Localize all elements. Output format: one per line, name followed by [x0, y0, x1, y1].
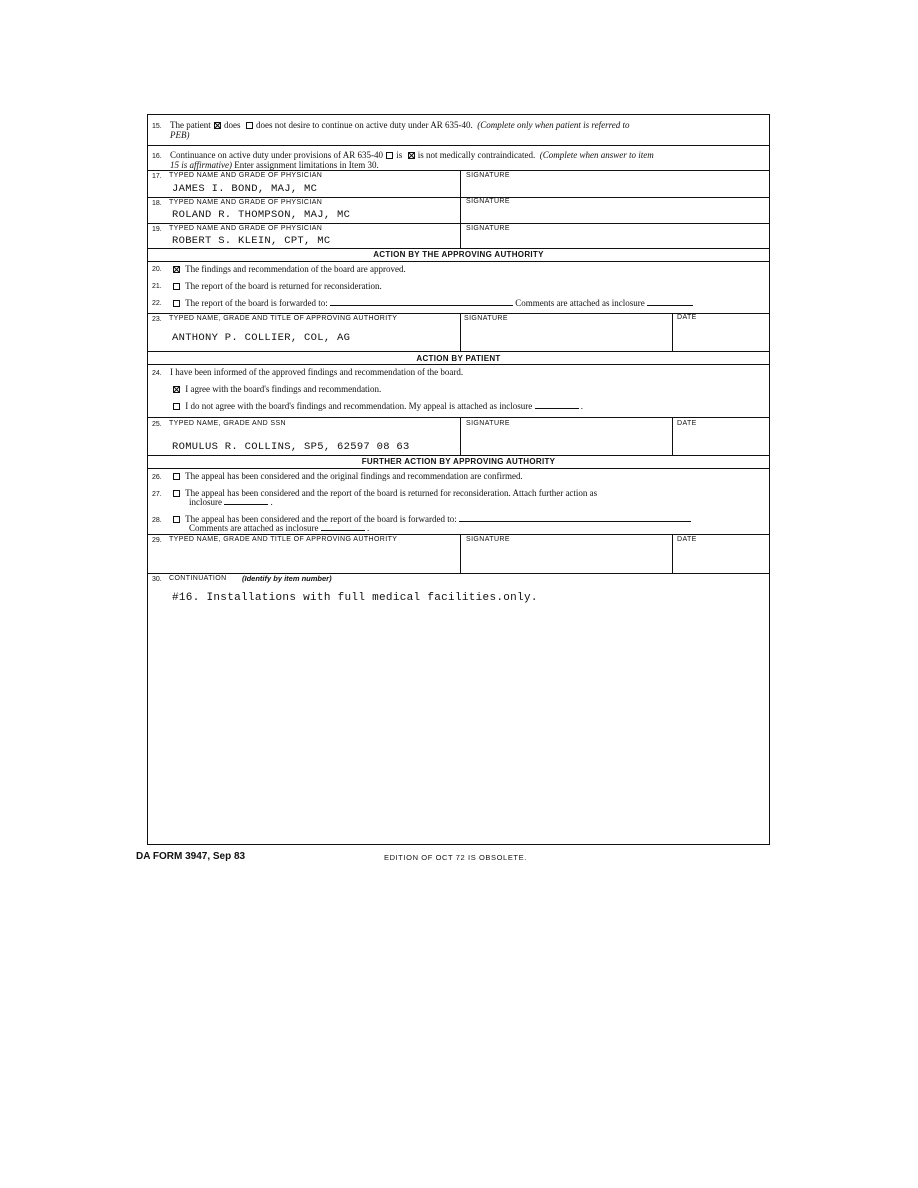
item-number: 23. — [152, 316, 162, 323]
item21-text: The report of the board is returned for reconsideration. — [185, 281, 382, 291]
divider — [148, 145, 769, 146]
item-number: 24. — [152, 370, 162, 377]
divider — [148, 170, 769, 171]
physician-name-field[interactable]: ROLAND R. THOMPSON, MAJ, MC — [172, 209, 351, 221]
item-number: 19. — [152, 226, 162, 233]
item20-text: The findings and recommendation of the board are approved. — [185, 264, 406, 274]
continuation-caption: CONTINUATION — [169, 575, 227, 582]
signature-caption: SIGNATURE — [466, 420, 510, 427]
divider — [148, 313, 769, 314]
divider — [148, 455, 769, 456]
checkbox-appeal-returned[interactable] — [173, 490, 180, 497]
physician-name-field[interactable]: ROBERT S. KLEIN, CPT, MC — [172, 235, 331, 247]
item24-disagree-line: I do not agree with the board's findings and recommendation. My appeal is attached as inclosure . — [172, 401, 583, 411]
column-divider — [460, 417, 461, 455]
item-number: 15. — [152, 123, 162, 130]
patient-name-field[interactable]: ROMULUS R. COLLINS, SP5, 62597 08 63 — [172, 441, 410, 453]
item27-inclosure-field[interactable] — [224, 497, 268, 505]
inclosure-field[interactable] — [647, 298, 693, 306]
section-heading-further: FURTHER ACTION BY APPROVING AUTHORITY — [361, 457, 556, 466]
item22-comments: Comments are attached as inclosure — [515, 298, 645, 308]
item24-disagree-text: I do not agree with the board's findings and recommendation. My appeal is attached as inclosure — [185, 401, 533, 411]
item-number: 20. — [152, 266, 162, 273]
signature-caption: SIGNATURE — [466, 225, 510, 232]
item16-limitations: Enter assignment limitations in Item 30. — [234, 160, 379, 170]
divider — [148, 351, 769, 352]
column-divider — [672, 313, 673, 351]
item-number: 25. — [152, 421, 162, 428]
item27-inclosure-label: inclosure — [189, 497, 222, 507]
item16-line — [170, 150, 654, 160]
item28-comments-label: Comments are attached as inclosure — [189, 523, 319, 533]
checkbox-returned[interactable] — [173, 283, 180, 290]
checkbox-disagree[interactable] — [173, 403, 180, 410]
section-heading-patient: ACTION BY PATIENT — [416, 354, 501, 363]
item-number: 30. — [152, 576, 162, 583]
physician-name-field[interactable]: JAMES I. BOND, MAJ, MC — [172, 183, 318, 195]
patient-name-caption: TYPED NAME, GRADE AND SSN — [169, 420, 286, 427]
divider — [148, 248, 769, 249]
item16-not-label: is not medically contraindicated. — [417, 150, 536, 160]
item20-line — [172, 264, 406, 274]
column-divider — [460, 170, 461, 248]
date-caption: DATE — [677, 420, 697, 427]
checkbox-findings-approved[interactable] — [173, 266, 180, 273]
checkbox-does-not[interactable] — [246, 122, 253, 129]
item15-note: (Complete only when patient is referred to — [477, 120, 630, 130]
divider — [148, 261, 769, 262]
section-heading-approving: ACTION BY THE APPROVING AUTHORITY — [373, 250, 544, 259]
item24-agree-line — [172, 384, 381, 394]
column-divider — [460, 313, 461, 351]
checkbox-is-not[interactable] — [408, 152, 415, 159]
checkbox-agree[interactable] — [173, 386, 180, 393]
item16-line2 — [170, 160, 379, 170]
checkbox-appeal-forwarded[interactable] — [173, 516, 180, 523]
item-number: 27. — [152, 491, 162, 498]
appeal-inclosure-field[interactable] — [535, 401, 579, 409]
authority-caption: TYPED NAME, GRADE AND TITLE OF APPROVING AUTHORITY — [169, 315, 398, 322]
edition-note: EDITION OF OCT 72 IS OBSOLETE. — [384, 853, 527, 862]
item-number: 26. — [152, 474, 162, 481]
authority-caption: TYPED NAME, GRADE AND TITLE OF APPROVING AUTHORITY — [169, 536, 398, 543]
item24-text: I have been informed of the approved findings and recommendation of the board. — [170, 367, 464, 377]
physician-name-caption: TYPED NAME AND GRADE OF PHYSICIAN — [169, 199, 323, 206]
forwarded-to-field[interactable] — [330, 298, 513, 306]
item15-does-label: does — [223, 120, 241, 130]
item15-note-cont: PEB) — [170, 130, 190, 140]
divider — [148, 417, 769, 418]
continuation-caption-note: (Identify by item number) — [242, 574, 332, 583]
item15-rest: does not desire to continue on active duty under AR 635-40. — [255, 120, 473, 130]
item28-line2: Comments are attached as inclosure . — [189, 523, 370, 533]
checkbox-appeal-confirmed[interactable] — [173, 473, 180, 480]
physician-name-caption: TYPED NAME AND GRADE OF PHYSICIAN — [169, 225, 323, 232]
da-form-3947 — [147, 114, 770, 845]
item28-forwarded-to-field[interactable] — [459, 514, 691, 522]
date-caption: DATE — [677, 314, 697, 321]
item16-prefix: Continuance on active duty under provisions of AR 635-40 — [170, 150, 383, 160]
item27-text: The appeal has been considered and the report of the board is returned for reconsideration. Attach further action as — [185, 488, 598, 498]
signature-caption: SIGNATURE — [466, 536, 510, 543]
column-divider — [672, 534, 673, 573]
checkbox-does[interactable] — [214, 122, 221, 129]
signature-caption: SIGNATURE — [466, 172, 510, 179]
checkbox-forwarded[interactable] — [173, 300, 180, 307]
item16-note-cont: 15 is affirmative) — [170, 160, 232, 170]
form-number: DA FORM 3947, Sep 83 — [136, 851, 246, 862]
date-caption: DATE — [677, 536, 697, 543]
column-divider — [460, 534, 461, 573]
signature-caption: SIGNATURE — [466, 198, 510, 205]
divider — [148, 534, 769, 535]
authority-name-field[interactable]: ANTHONY P. COLLIER, COL, AG — [172, 332, 351, 344]
divider — [148, 223, 769, 224]
item-number: 18. — [152, 200, 162, 207]
item-number: 28. — [152, 517, 162, 524]
item24-agree-text: I agree with the board's findings and recommendation. — [185, 384, 382, 394]
item26-line — [172, 471, 523, 481]
item-number: 16. — [152, 153, 162, 160]
physician-name-caption: TYPED NAME AND GRADE OF PHYSICIAN — [169, 172, 323, 179]
item15-prefix: The patient — [170, 120, 211, 130]
item28-text: The appeal has been considered and the report of the board is forwarded to: — [185, 514, 457, 524]
item26-text: The appeal has been considered and the original findings and recommendation are confirmed. — [185, 471, 523, 481]
item16-is-label: is — [396, 150, 403, 160]
divider — [148, 468, 769, 469]
continuation-text[interactable]: #16. Installations with full medical facilities.only. — [172, 592, 538, 604]
item22-line — [172, 298, 693, 308]
item-number: 21. — [152, 283, 162, 290]
item15-line — [170, 120, 630, 130]
item-number: 22. — [152, 300, 162, 307]
divider — [148, 364, 769, 365]
item21-line — [172, 281, 382, 291]
item16-note: (Complete when answer to item — [539, 150, 654, 160]
item-number: 29. — [152, 537, 162, 544]
item22-text: The report of the board is forwarded to: — [185, 298, 328, 308]
column-divider — [672, 417, 673, 455]
divider — [148, 197, 769, 198]
item28-inclosure-field[interactable] — [321, 523, 365, 531]
item-number: 17. — [152, 173, 162, 180]
signature-caption: SIGNATURE — [464, 315, 508, 322]
checkbox-is[interactable] — [386, 152, 393, 159]
item27-line2: inclosure . — [189, 497, 273, 507]
